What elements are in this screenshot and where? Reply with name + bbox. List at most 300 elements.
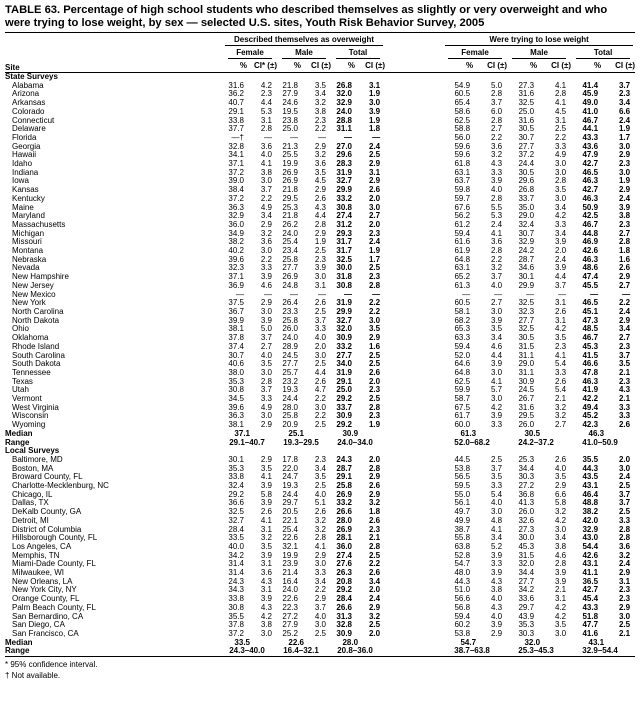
range-row: [5, 439, 635, 448]
value-cell: 47.3: [582, 316, 599, 325]
gap-cell: [385, 543, 443, 552]
site-cell: San Bernardino, CA: [12, 612, 84, 621]
value-cell: 39.6: [228, 255, 244, 264]
value-cell: 58.1: [454, 307, 471, 316]
value-cell: 2.3: [618, 377, 631, 386]
value-cell: 4.0: [490, 612, 503, 621]
value-cell: 24.4: [518, 160, 535, 169]
value-cell: 3.7: [554, 281, 567, 290]
site-cell: West Virginia: [12, 403, 59, 412]
value-cell: 1.9: [368, 421, 381, 430]
value-cell: 23.2: [282, 377, 298, 386]
value-cell: 5.5: [490, 203, 503, 212]
site-cell: Texas: [12, 377, 33, 386]
value-cell: 2.6: [554, 455, 567, 464]
value-cell: 28.9: [282, 342, 298, 351]
value-cell: 64.8: [454, 368, 471, 377]
value-cell: —: [318, 290, 326, 299]
section-label: State Surveys: [5, 72, 58, 81]
value-cell: 46.7: [582, 220, 599, 229]
value-cell: 25.8: [336, 482, 352, 491]
value-cell: 29.1–40.7: [229, 438, 265, 447]
value-cell: 5.2: [490, 542, 503, 551]
value-cell: 30.5: [518, 125, 535, 134]
table-row: [5, 482, 635, 491]
value-cell: 24.2: [518, 247, 535, 256]
value-cell: 3.2: [554, 508, 567, 517]
value-cell: 2.5: [368, 621, 381, 630]
group-header-trying-label: Were trying to lose weight: [445, 34, 633, 46]
value-cell: 3.1: [260, 525, 272, 534]
value-cell: 2.8: [314, 220, 326, 229]
value-cell: 4.2: [260, 612, 272, 621]
value-cell: 45.4: [582, 595, 599, 604]
value-cell: 44.3: [582, 464, 599, 473]
value-cell: 1.6: [368, 342, 381, 351]
table-row: [5, 125, 635, 134]
value-cell: 3.2: [554, 403, 567, 412]
value-cell: 3.7: [618, 351, 631, 360]
site-cell: Memphis, TN: [12, 551, 60, 560]
col-header-pct: %: [223, 59, 247, 73]
value-cell: 3.1: [554, 316, 567, 325]
site-cell: Iowa: [12, 177, 29, 186]
value-cell: 32.7: [336, 316, 352, 325]
value-cell: 34.0: [336, 360, 352, 369]
gap-cell: [385, 204, 443, 213]
value-cell: —: [462, 290, 471, 299]
value-cell: 4.9: [260, 203, 272, 212]
value-cell: 4.1: [260, 516, 272, 525]
title-rule: [5, 32, 635, 33]
value-cell: 40.2: [228, 247, 244, 256]
value-cell: 3.8: [490, 586, 503, 595]
value-cell: 2.9: [314, 142, 326, 151]
value-cell: 44.3: [454, 577, 471, 586]
value-cell: 61.7: [454, 412, 471, 421]
value-cell: 2.4: [490, 220, 503, 229]
value-cell: 3.0: [554, 160, 567, 169]
value-cell: 35.3: [228, 464, 244, 473]
value-cell: 2.6: [618, 421, 631, 430]
value-cell: 4.2: [554, 516, 567, 525]
value-cell: 47.7: [582, 621, 599, 630]
value-cell: 24.3–40.0: [223, 647, 277, 656]
value-cell: 32.9: [228, 212, 244, 221]
value-cell: 3.0: [260, 307, 272, 316]
value-cell: 2.5: [618, 508, 631, 517]
value-cell: 41.5: [582, 351, 599, 360]
value-cell: 31.9: [336, 299, 352, 308]
value-cell: 43.1: [582, 560, 599, 569]
value-cell: 55.0: [454, 490, 471, 499]
table-row: [5, 465, 635, 474]
value-cell: 4.6: [554, 551, 567, 560]
value-cell: 4.9: [554, 151, 567, 160]
value-cell: 2.0: [368, 630, 381, 638]
value-cell: 4.5: [554, 107, 567, 116]
value-cell: 48.6: [582, 264, 599, 273]
table-row: [5, 552, 635, 561]
value-cell: 22.1: [282, 516, 298, 525]
value-cell: 3.1: [260, 116, 272, 125]
col-header-ci: CI (±): [537, 59, 571, 73]
value-cell: 44.1: [582, 125, 599, 134]
value-cell: —: [344, 290, 352, 299]
value-cell: 3.5: [554, 621, 567, 630]
value-cell: 55.8: [454, 534, 471, 543]
value-cell: 59.6: [454, 142, 471, 151]
value-cell: 3.3: [618, 403, 631, 412]
value-cell: 32.6: [518, 516, 535, 525]
table-row: [5, 604, 635, 613]
value-cell: 19.3: [282, 386, 298, 395]
table-row: [5, 282, 635, 291]
site-cell: Utah: [12, 386, 29, 395]
value-cell: 26.2: [282, 220, 298, 229]
value-cell: 2.9: [368, 177, 381, 186]
value-cell: 45.9: [582, 90, 599, 99]
value-cell: 3.0: [314, 403, 326, 412]
gap-cell: [385, 308, 443, 317]
value-cell: 1.8: [618, 247, 631, 256]
value-cell: 3.7: [490, 99, 503, 108]
value-cell: 2.0: [368, 194, 381, 203]
table-row: [5, 517, 635, 526]
site-cell: New Orleans, LA: [12, 577, 73, 586]
value-cell: 3.0: [490, 368, 503, 377]
value-cell: 3.0: [260, 177, 272, 186]
value-cell: 2.5: [314, 630, 326, 638]
value-cell: 32.0: [518, 560, 535, 569]
value-cell: 31.9: [336, 368, 352, 377]
value-cell: 30.1: [518, 273, 535, 282]
value-cell: 4.4: [260, 99, 272, 108]
value-cell: 33.5: [228, 534, 244, 543]
value-cell: 59.9: [454, 386, 471, 395]
value-cell: 36.6: [228, 499, 244, 508]
gap-cell: [385, 560, 443, 569]
value-cell: 2.5: [618, 621, 631, 630]
value-cell: 5.4: [554, 386, 567, 395]
value-cell: 3.9: [260, 499, 272, 508]
col-header-pct: %: [331, 59, 355, 73]
site-cell: Dallas, TX: [12, 499, 49, 508]
value-cell: 2.9: [314, 595, 326, 604]
value-cell: 25.7: [282, 368, 298, 377]
value-cell: 33.6: [518, 595, 535, 604]
value-cell: 42.3: [582, 421, 599, 430]
value-cell: 4.7: [314, 386, 326, 395]
table-row: [5, 291, 635, 300]
value-cell: 2.6: [554, 307, 567, 316]
value-cell: —: [264, 290, 272, 299]
gap-cell: [385, 639, 443, 648]
site-cell: Orange County, FL: [12, 595, 80, 604]
value-cell: 47.8: [582, 368, 599, 377]
value-cell: 4.1: [554, 351, 567, 360]
value-cell: 2.4: [618, 194, 631, 203]
value-cell: 2.6: [314, 194, 326, 203]
site-cell: Charlotte-Mecklenburg, NC: [12, 482, 109, 491]
value-cell: 38.2: [228, 238, 244, 247]
value-cell: 3.9: [554, 238, 567, 247]
site-cell: Maryland: [12, 212, 45, 221]
value-cell: 44.8: [582, 229, 599, 238]
value-cell: 3.0: [618, 142, 631, 151]
site-cell: Detroit, MI: [12, 516, 49, 525]
value-cell: 2.3: [618, 595, 631, 604]
value-cell: 2.9: [368, 334, 381, 343]
table-row: [5, 534, 635, 543]
value-cell: 2.7: [554, 421, 567, 430]
value-cell: 52.8: [454, 551, 471, 560]
value-cell: 3.3: [618, 412, 631, 421]
value-cell: 4.0: [490, 281, 503, 290]
value-cell: 3.3: [490, 560, 503, 569]
value-cell: 35.3: [518, 621, 535, 630]
value-cell: 2.8: [490, 116, 503, 125]
value-cell: 5.0: [260, 325, 272, 334]
col-header-pct: %: [277, 59, 301, 73]
value-cell: 3.2: [368, 612, 381, 621]
value-cell: 26.8: [518, 186, 535, 195]
value-cell: 42.0: [582, 516, 599, 525]
value-cell: 24.7: [282, 473, 298, 482]
gap-cell: [385, 395, 443, 404]
value-cell: 2.3: [618, 586, 631, 595]
table-row: [5, 473, 635, 482]
value-cell: 50.9: [582, 203, 599, 212]
value-cell: —: [264, 133, 272, 142]
value-cell: 24.8: [282, 281, 298, 290]
value-cell: 23.3: [282, 307, 298, 316]
gap-cell: [385, 143, 443, 152]
value-cell: 2.5: [314, 360, 326, 369]
value-cell: 5.8: [554, 499, 567, 508]
value-cell: 27.7: [282, 264, 298, 273]
value-cell: 21.8: [282, 81, 298, 90]
value-cell: 3.6: [260, 569, 272, 578]
value-cell: 20.8: [336, 577, 352, 586]
value-cell: 45.1: [582, 307, 599, 316]
site-cell: Wyoming: [12, 421, 46, 430]
value-cell: 43.5: [582, 473, 599, 482]
value-cell: 62.5: [454, 377, 471, 386]
value-cell: 25.3: [282, 203, 298, 212]
gap-cell: [385, 134, 443, 143]
value-cell: 2.2: [368, 560, 381, 569]
table-row: [5, 613, 635, 622]
site-cell: New Mexico: [12, 290, 56, 299]
value-cell: 3.4: [314, 464, 326, 473]
value-cell: 30.8: [228, 603, 244, 612]
site-cell: Chicago, IL: [12, 490, 53, 499]
value-cell: 37.1: [228, 273, 244, 282]
value-cell: 3.2: [490, 151, 503, 160]
value-cell: 59.5: [454, 482, 471, 491]
value-cell: 37.2: [518, 151, 535, 160]
value-cell: 25.5: [282, 151, 298, 160]
value-cell: 2.4: [368, 595, 381, 604]
value-cell: 43.1: [588, 638, 605, 647]
gap-cell: [385, 647, 443, 656]
value-cell: 2.7: [618, 229, 631, 238]
value-cell: 34.4: [518, 464, 535, 473]
gap-cell: [385, 291, 443, 300]
value-cell: 24.0: [282, 586, 298, 595]
value-cell: 3.1: [314, 281, 326, 290]
value-cell: 5.3: [260, 107, 272, 116]
value-cell: 34.2: [228, 551, 244, 560]
value-cell: 26.9: [282, 273, 298, 282]
value-cell: 2.8: [368, 403, 381, 412]
value-cell: 3.0: [554, 630, 567, 638]
value-cell: 49.7: [454, 508, 471, 517]
value-cell: 2.9: [618, 603, 631, 612]
gap-cell: [385, 430, 443, 439]
subgroup-header-male: [277, 46, 331, 59]
value-cell: 31.2: [336, 220, 352, 229]
value-cell: 29.6: [518, 177, 535, 186]
value-cell: 32.5: [518, 299, 535, 308]
value-cell: 3.2: [368, 499, 381, 508]
value-cell: 33.5: [234, 638, 250, 647]
table-row: [5, 491, 635, 500]
site-cell: Baltimore, MD: [12, 455, 63, 464]
value-cell: 2.7: [490, 299, 503, 308]
value-cell: 2.8: [490, 247, 503, 256]
value-cell: 3.5: [368, 325, 381, 334]
gap-cell: [385, 230, 443, 239]
value-cell: 2.9: [260, 421, 272, 430]
value-cell: 2.1: [618, 368, 631, 377]
value-cell: 54.9: [454, 81, 471, 90]
value-cell: 3.1: [554, 299, 567, 308]
site-cell: New Jersey: [12, 281, 54, 290]
value-cell: 2.3: [618, 160, 631, 169]
value-cell: 26.9: [282, 168, 298, 177]
value-cell: 59.4: [454, 229, 471, 238]
value-cell: 3.6: [260, 142, 272, 151]
range-row: [5, 647, 635, 656]
value-cell: 3.9: [490, 569, 503, 578]
value-cell: 54.7: [454, 560, 471, 569]
value-cell: 3.0: [618, 168, 631, 177]
value-cell: 2.9: [368, 490, 381, 499]
col-header-pct: %: [443, 59, 473, 73]
gap-cell: [385, 117, 443, 126]
value-cell: 63.1: [454, 264, 471, 273]
value-cell: 3.0: [260, 412, 272, 421]
value-cell: 24.0: [336, 107, 352, 116]
gap-cell: [385, 586, 443, 595]
value-cell: 27.7: [518, 142, 535, 151]
value-cell: 26.9: [336, 525, 352, 534]
value-cell: 2.6: [314, 299, 326, 308]
value-cell: 22.6: [282, 595, 298, 604]
value-cell: 46.3: [582, 177, 599, 186]
value-cell: 36.7: [228, 307, 244, 316]
value-cell: 3.9: [554, 577, 567, 586]
gap-cell: [385, 552, 443, 561]
median-row: [5, 430, 635, 439]
value-cell: 2.1: [368, 534, 381, 543]
value-cell: 31.7: [336, 238, 352, 247]
gap-cell: [385, 299, 443, 308]
value-cell: 3.4: [618, 325, 631, 334]
value-cell: 1.9: [314, 238, 326, 247]
value-cell: 35.5: [228, 612, 244, 621]
value-cell: 45.2: [582, 412, 599, 421]
value-cell: 33.8: [228, 595, 244, 604]
gap-cell: [385, 360, 443, 369]
value-cell: 2.4: [554, 255, 567, 264]
value-cell: 3.9: [554, 264, 567, 273]
value-cell: 2.1: [554, 395, 567, 404]
value-cell: 2.5: [368, 395, 381, 404]
site-cell: San Francisco, CA: [12, 630, 79, 638]
value-cell: 30.5: [524, 429, 541, 438]
value-cell: 4.0: [490, 186, 503, 195]
table-header-groups: [5, 34, 635, 46]
value-cell: 3.4: [314, 577, 326, 586]
value-cell: 2.9: [490, 630, 503, 638]
value-cell: 46.7: [582, 116, 599, 125]
site-cell: Idaho: [12, 160, 33, 169]
gap-cell: [385, 569, 443, 578]
value-cell: —: [344, 133, 352, 142]
value-cell: 28.4: [336, 595, 352, 604]
value-cell: 2.2: [314, 586, 326, 595]
value-cell: 29.2: [336, 586, 352, 595]
value-cell: 3.2: [260, 229, 272, 238]
value-cell: 3.2: [314, 516, 326, 525]
value-cell: 3.7: [260, 334, 272, 343]
value-cell: 24.3: [336, 455, 352, 464]
subgroup-header-male: [507, 46, 571, 59]
value-cell: 3.4: [490, 334, 503, 343]
value-cell: 2.2: [554, 133, 567, 142]
value-cell: 30.3: [518, 630, 535, 638]
value-cell: 33.7: [336, 403, 352, 412]
subgroup-header-total: [571, 46, 635, 59]
table-row: [5, 343, 635, 352]
value-cell: 42.5: [582, 212, 599, 221]
value-cell: 37.1: [228, 160, 244, 169]
value-cell: 3.3: [490, 168, 503, 177]
value-cell: 3.0: [618, 464, 631, 473]
value-cell: 2.8: [490, 194, 503, 203]
value-cell: 37.2: [228, 168, 244, 177]
table-row: [5, 238, 635, 247]
value-cell: 2.0: [618, 455, 631, 464]
value-cell: 2.2: [368, 299, 381, 308]
value-cell: 52.0: [454, 351, 471, 360]
value-cell: 41.6: [582, 630, 599, 638]
value-cell: 2.1: [554, 586, 567, 595]
value-cell: 2.6: [314, 377, 326, 386]
value-cell: 4.2: [260, 81, 272, 90]
table-row: [5, 256, 635, 265]
value-cell: 61.3: [460, 429, 477, 438]
value-cell: 31.7: [336, 247, 352, 256]
value-cell: 43.6: [582, 142, 599, 151]
site-cell: Kentucky: [12, 194, 45, 203]
value-cell: 29.1: [336, 473, 352, 482]
value-cell: 28.4: [228, 525, 244, 534]
value-cell: 56.0: [454, 133, 471, 142]
